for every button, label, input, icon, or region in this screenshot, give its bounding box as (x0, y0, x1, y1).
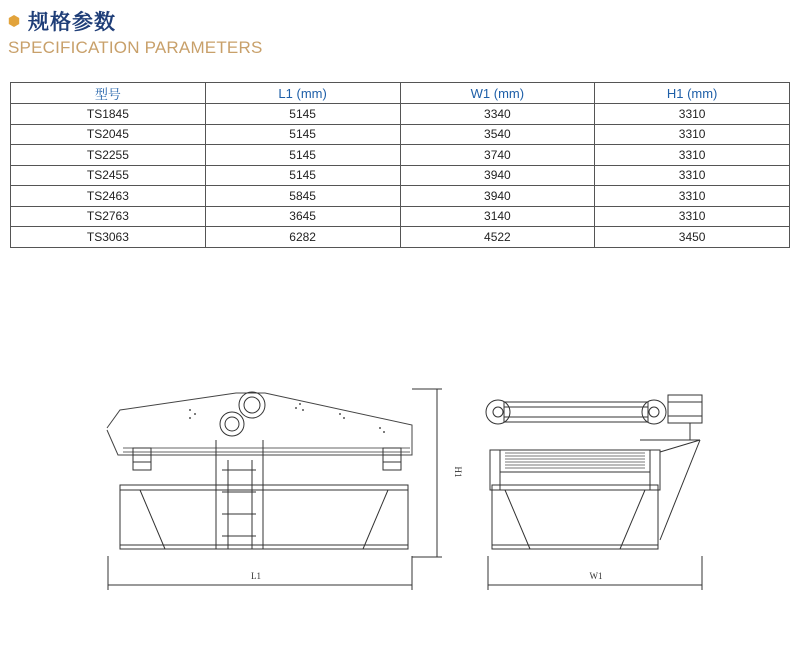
cell-h1: 3310 (595, 165, 790, 186)
cell-l1: 5145 (205, 104, 400, 125)
table-row (11, 145, 790, 166)
cell-w1: 3940 (400, 186, 595, 207)
cell-model: TS2463 (11, 186, 206, 207)
table-row (11, 227, 790, 248)
specification-table (10, 82, 790, 248)
table-row (11, 124, 790, 145)
cell-l1: 3645 (205, 206, 400, 227)
machine-technical-drawing (0, 370, 800, 610)
cell-model: TS1845 (11, 104, 206, 125)
dimension-label-w1: W1 (589, 571, 603, 581)
section-header (8, 6, 788, 58)
hexagon-bullet-icon (8, 15, 20, 27)
table-header-row (11, 83, 790, 104)
cell-model: TS2763 (11, 206, 206, 227)
table-row (11, 206, 790, 227)
column-header-h1: H1 (mm) (595, 83, 790, 104)
cell-h1: 3450 (595, 227, 790, 248)
cell-w1: 4522 (400, 227, 595, 248)
table-row (11, 186, 790, 207)
column-header-model: 型号 (11, 83, 206, 104)
cell-l1: 6282 (205, 227, 400, 248)
cell-w1: 3940 (400, 165, 595, 186)
cell-h1: 3310 (595, 206, 790, 227)
dimension-label-l1: L1 (251, 571, 261, 581)
section-title: 规格参数 (28, 10, 116, 34)
cell-model: TS2455 (11, 165, 206, 186)
front-view-drawing (486, 395, 702, 590)
title-row (8, 6, 788, 36)
cell-l1: 5845 (205, 186, 400, 207)
dimension-label-h1: H1 (453, 466, 463, 478)
table-row (11, 104, 790, 125)
side-view-drawing (107, 389, 442, 590)
column-header-w1: W1 (mm) (400, 83, 595, 104)
cell-w1: 3140 (400, 206, 595, 227)
column-header-l1: L1 (mm) (205, 83, 400, 104)
cell-h1: 3310 (595, 104, 790, 125)
cell-w1: 3340 (400, 104, 595, 125)
cell-l1: 5145 (205, 124, 400, 145)
cell-l1: 5145 (205, 165, 400, 186)
cell-model: TS2255 (11, 145, 206, 166)
section-subtitle: SPECIFICATION PARAMETERS (8, 38, 263, 57)
cell-w1: 3540 (400, 124, 595, 145)
cell-l1: 5145 (205, 145, 400, 166)
cell-model: TS2045 (11, 124, 206, 145)
cell-model: TS3063 (11, 227, 206, 248)
table-row (11, 165, 790, 186)
cell-h1: 3310 (595, 145, 790, 166)
cell-h1: 3310 (595, 186, 790, 207)
cell-h1: 3310 (595, 124, 790, 145)
cell-w1: 3740 (400, 145, 595, 166)
